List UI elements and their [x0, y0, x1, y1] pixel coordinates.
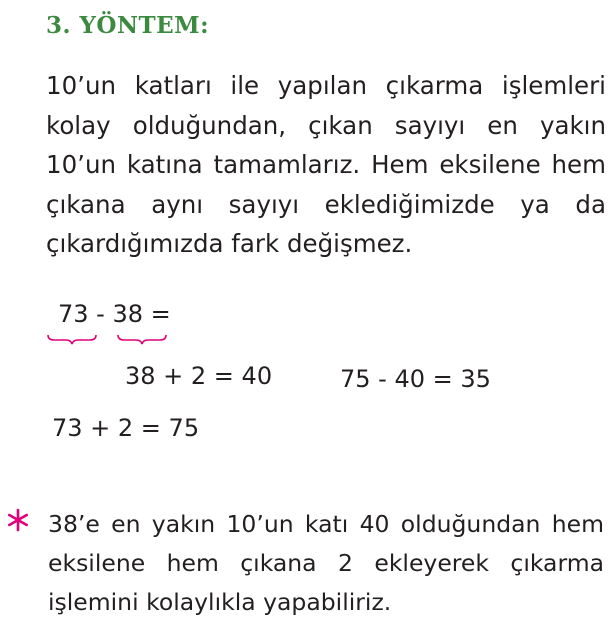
- section-heading: 3. YÖNTEM:: [46, 12, 210, 39]
- note-paragraph: 38’e en yakın 10’un katı 40 olduğundan hem eksilene hem çıkana 2 ekleyerek çıkarma işlemini kolaylıkla yapabiliriz.: [48, 510, 604, 616]
- minuend-step: 73 + 2 = 75: [52, 414, 200, 442]
- result-step: 75 - 40 = 35: [340, 365, 491, 393]
- subtraction-expression: 73 - 38 =: [58, 300, 171, 328]
- star-bullet-icon: [6, 508, 30, 532]
- method-paragraph: 10’un katları ile yapılan çıkarma işlemleri kolay olduğundan, çıkan sayıyı en yakın 10’un katına tamamlarız. Hem eksilene hem çıkana aynı sayıyı eklediğimizde ya da çıkardığımızda fark değişmez.: [46, 71, 606, 258]
- subtrahend-step: 38 + 2 = 40: [125, 362, 273, 390]
- underbrace-minuend-icon: [46, 333, 98, 345]
- underbrace-subtrahend-icon: [116, 333, 168, 345]
